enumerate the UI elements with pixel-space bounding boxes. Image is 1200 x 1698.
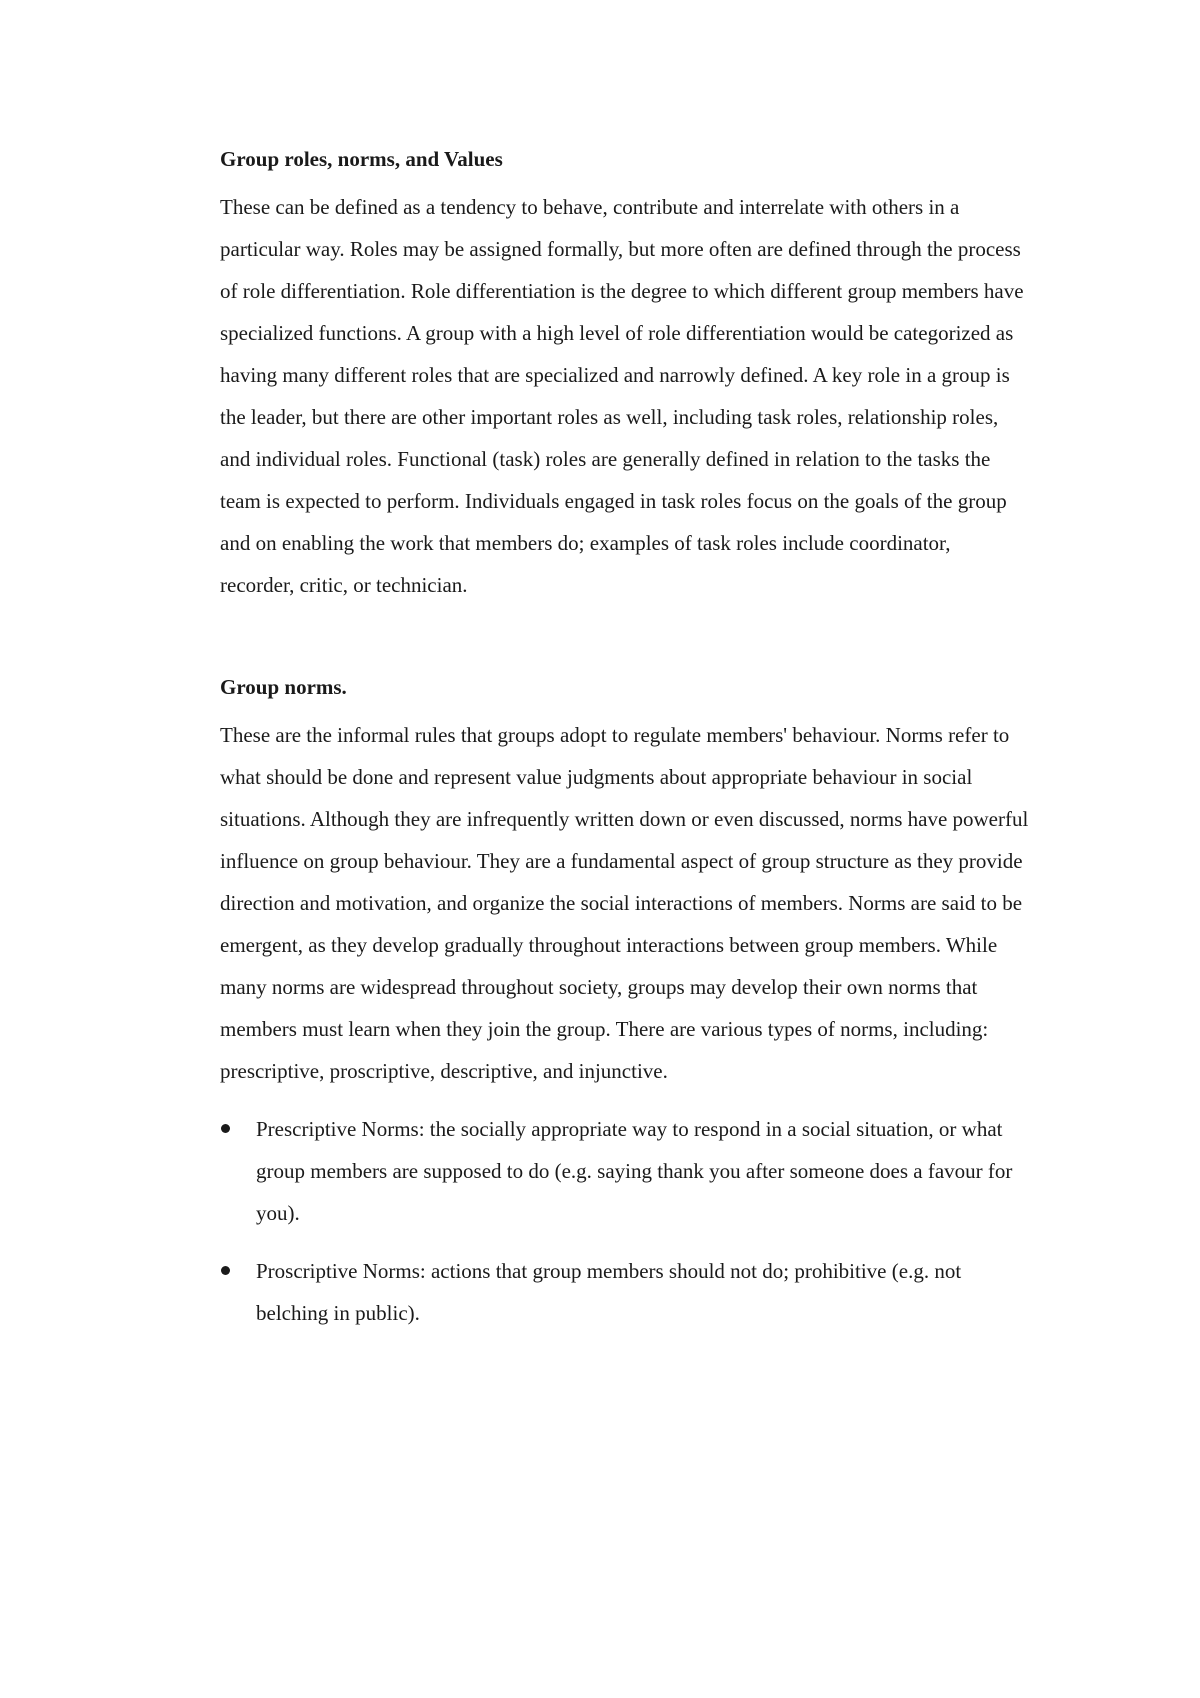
bullet-icon <box>221 1124 230 1133</box>
list-item-text: Prescriptive Norms: the socially appropriate way to respond in a social situation, or what group members are supposed to do (e.g. saying thank you after someone does a favour for you). <box>256 1117 1013 1225</box>
section-heading-group-roles: Group roles, norms, and Values <box>220 147 503 171</box>
section-body-group-roles: These can be defined as a tendency to behave, contribute and interrelate with others in a particular way. Roles may be assigned formally, but more often are defined through the process of role differentiation. Role differentiation is the degree to which different group members have specialized functions. A group with a high level of role differentiation would be categorized as having many different roles that are specialized and narrowly defined. A key role in a group is the leader, but there are other important roles as well, including task roles, relationship roles, and individual roles. Functional (task) roles are generally defined in relation to the tasks the team is expected to perform. Individuals engaged in task roles focus on the goals of the group and on enabling the work that members do; examples of task roles include coordinator, recorder, critic, or technician. <box>220 195 1024 597</box>
section-body-group-norms: These are the informal rules that groups adopt to regulate members' behaviour. Norms refer to what should be done and represent value judgments about appropriate behaviour in social situations. Although they are infrequently written down or even discussed, norms have powerful influence on group behaviour. They are a fundamental aspect of group structure as they provide direction and motivation, and organize the social interactions of members. Norms are said to be emergent, as they develop gradually throughout interactions between group members. While many norms are widespread throughout society, groups may develop their own norms that members must learn when they join the group. There are various types of norms, including: prescriptive, proscriptive, descriptive, and injunctive. <box>220 723 1029 1083</box>
list-item <box>220 1108 1030 1234</box>
bullet-icon <box>221 1266 230 1275</box>
list-item <box>220 1250 1030 1334</box>
section-heading-group-norms: Group norms. <box>220 675 347 699</box>
document-page <box>220 144 1030 1350</box>
list-item-text: Proscriptive Norms: actions that group members should not do; prohibitive (e.g. not belching in public). <box>256 1259 962 1325</box>
section-spacer <box>220 606 1030 672</box>
norms-bullet-list <box>220 1108 1030 1334</box>
